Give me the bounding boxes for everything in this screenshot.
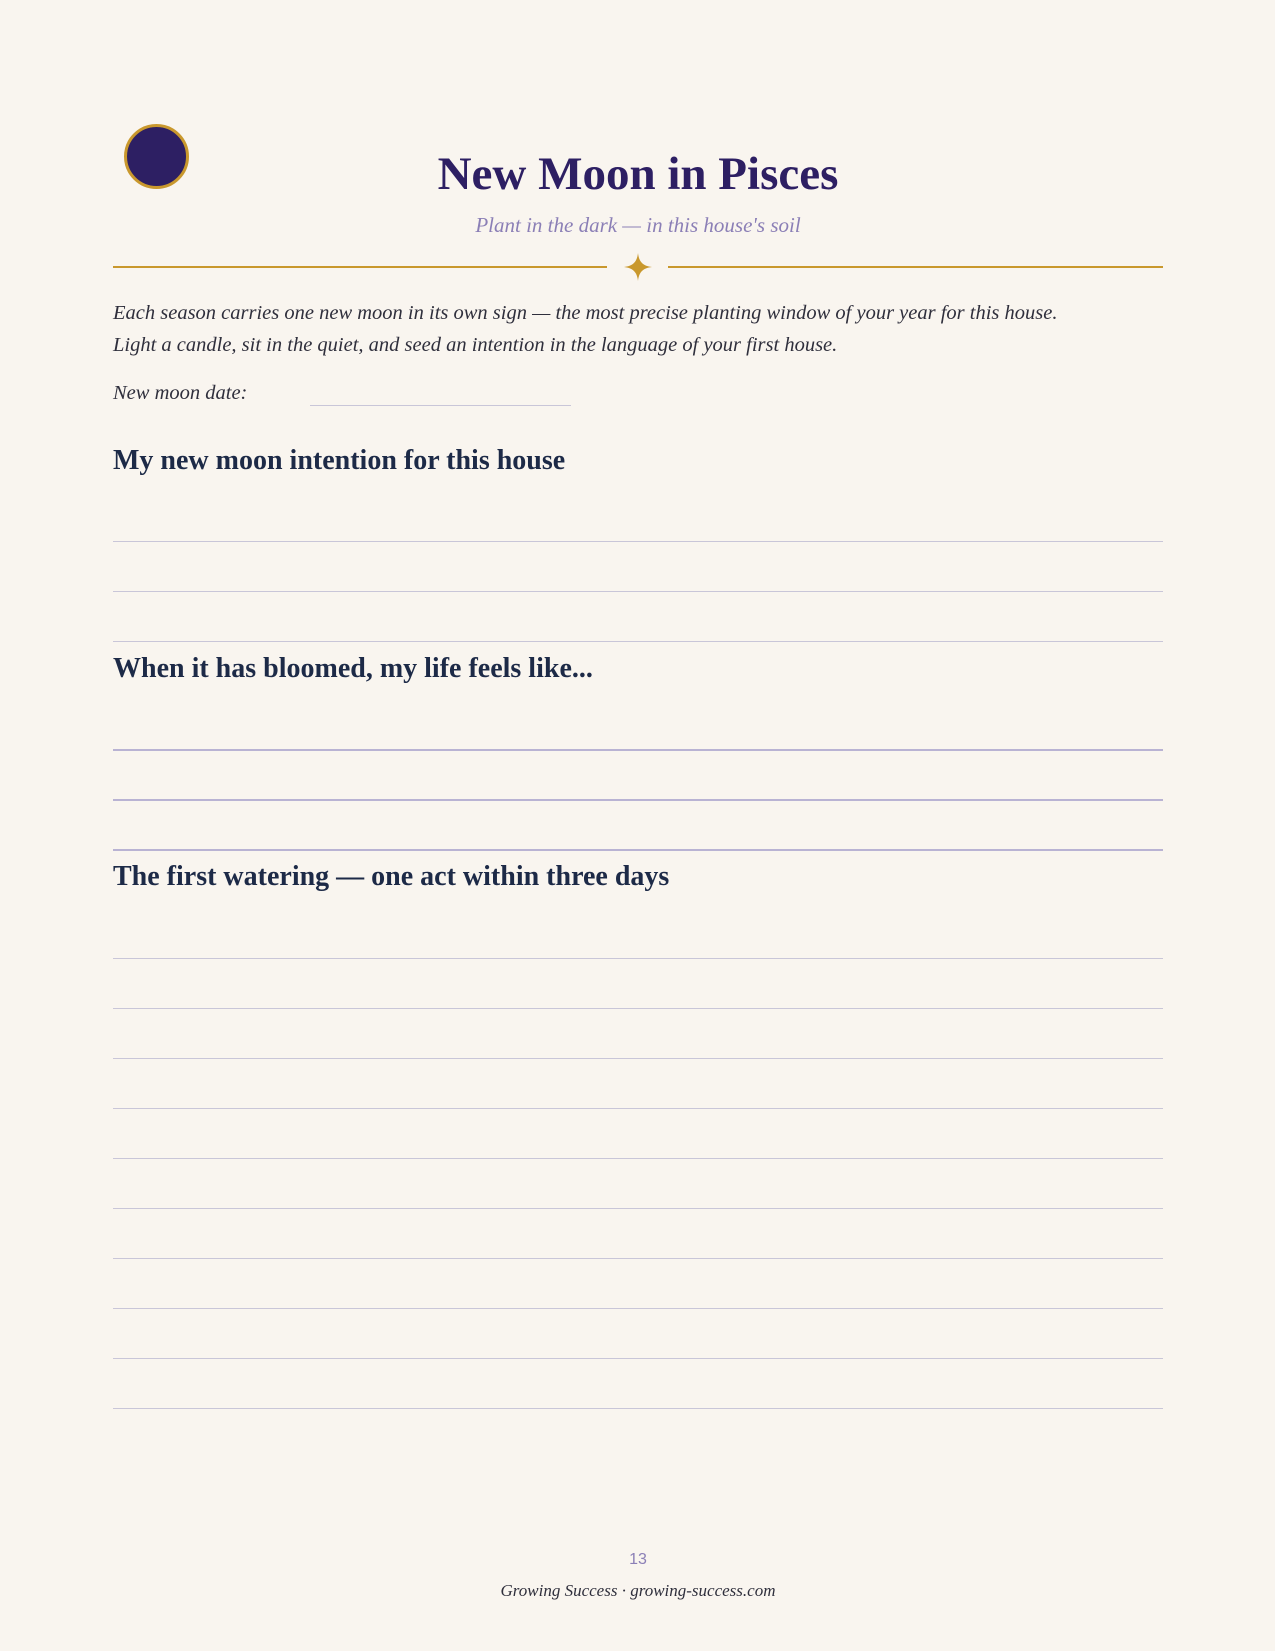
writing-line[interactable]	[113, 849, 1163, 851]
star-icon	[623, 252, 653, 282]
intro-paragraph	[113, 297, 1163, 361]
writing-line[interactable]	[113, 799, 1163, 801]
page-number: 13	[629, 1551, 647, 1568]
writing-line[interactable]	[113, 1258, 1163, 1259]
writing-line[interactable]	[113, 1408, 1163, 1409]
divider-rule-left	[113, 266, 607, 268]
new-moon-date-field[interactable]	[310, 405, 571, 406]
writing-line[interactable]	[113, 541, 1163, 542]
footer-credit: Growing Success · growing-success.com	[500, 1581, 776, 1600]
journal-page	[113, 0, 1163, 1651]
section-heading-bloomed: When it has bloomed, my life feels like...	[113, 653, 593, 684]
writing-line[interactable]	[113, 1158, 1163, 1159]
writing-line[interactable]	[113, 1208, 1163, 1209]
writing-line[interactable]	[113, 958, 1163, 959]
writing-line[interactable]	[113, 1308, 1163, 1309]
page-title: New Moon in Pisces	[437, 148, 839, 200]
writing-line[interactable]	[113, 749, 1163, 751]
writing-line[interactable]	[113, 1358, 1163, 1359]
writing-line[interactable]	[113, 591, 1163, 592]
new-moon-date-label: New moon date:	[113, 382, 248, 404]
section-heading-first-watering: The first watering — one act within three days	[113, 861, 670, 892]
writing-line[interactable]	[113, 641, 1163, 642]
intro-line: Each season carries one new moon in its own sign — the most precise planting window of your year for this house.	[113, 302, 1058, 324]
writing-line[interactable]	[113, 1008, 1163, 1009]
intro-line: Light a candle, sit in the quiet, and seed an intention in the language of your first house.	[113, 334, 838, 356]
divider-rule-right	[668, 266, 1163, 268]
writing-line[interactable]	[113, 1108, 1163, 1109]
page-subtitle: Plant in the dark — in this house's soil	[475, 213, 801, 237]
writing-line[interactable]	[113, 1058, 1163, 1059]
ornamental-divider	[113, 252, 1163, 282]
section-heading-intention: My new moon intention for this house	[113, 445, 566, 476]
